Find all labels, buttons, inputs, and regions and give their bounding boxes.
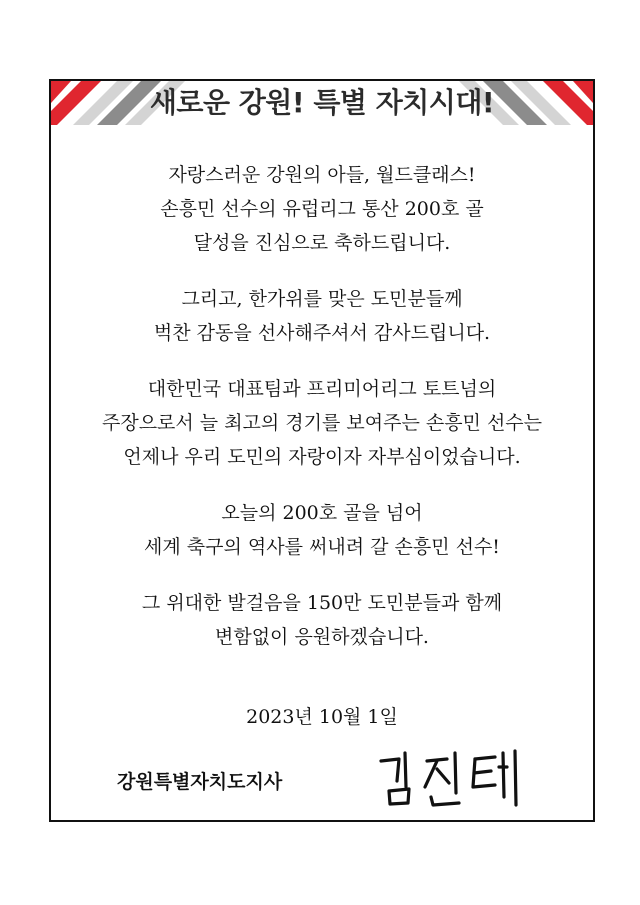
body-line: 대한민국 대표팀과 프리미어리그 토트넘의 (147, 378, 497, 400)
body-line: 달성을 진심으로 축하드립니다. (193, 232, 451, 254)
body-line: 손흥민 선수의 유럽리그 통산 200호 골 (160, 198, 484, 220)
paragraph-thanks (51, 282, 593, 350)
signature-block (117, 753, 577, 813)
body-line: 자랑스러운 강원의 아들, 월드클래스! (168, 164, 476, 186)
body-line: 변함없이 응원하겠습니다. (215, 626, 429, 648)
letter-frame (49, 79, 595, 822)
body-line: 오늘의 200호 골을 넘어 (221, 502, 423, 524)
paragraph-captain (51, 372, 593, 474)
body-line: 언제나 우리 도민의 자랑이자 자부심이었습니다. (123, 446, 521, 468)
handwritten-signature (375, 747, 525, 811)
paragraph-support (51, 586, 593, 654)
paragraph-history (51, 496, 593, 564)
body-line: 그리고, 한가위를 맞은 도민분들께 (181, 288, 463, 310)
body-line: 주장으로서 늘 최고의 경기를 보여주는 손흥민 선수는 (101, 412, 543, 434)
signer-title: 강원특별자치도지사 (117, 771, 283, 793)
body-line: 세계 축구의 역사를 써내려 갈 손흥민 선수! (144, 536, 500, 558)
letter-date: 2023년 10월 1일 (246, 706, 398, 728)
paragraph-congratulations (51, 158, 593, 260)
banner-title: 새로운 강원! 특별 자치시대! (149, 86, 495, 119)
body-line: 그 위대한 발걸음을 150만 도민분들과 함께 (141, 592, 503, 614)
body-line: 벅찬 감동을 선사해주셔서 감사드립니다. (153, 322, 491, 344)
letter-body (51, 158, 593, 676)
header-banner (51, 81, 593, 125)
